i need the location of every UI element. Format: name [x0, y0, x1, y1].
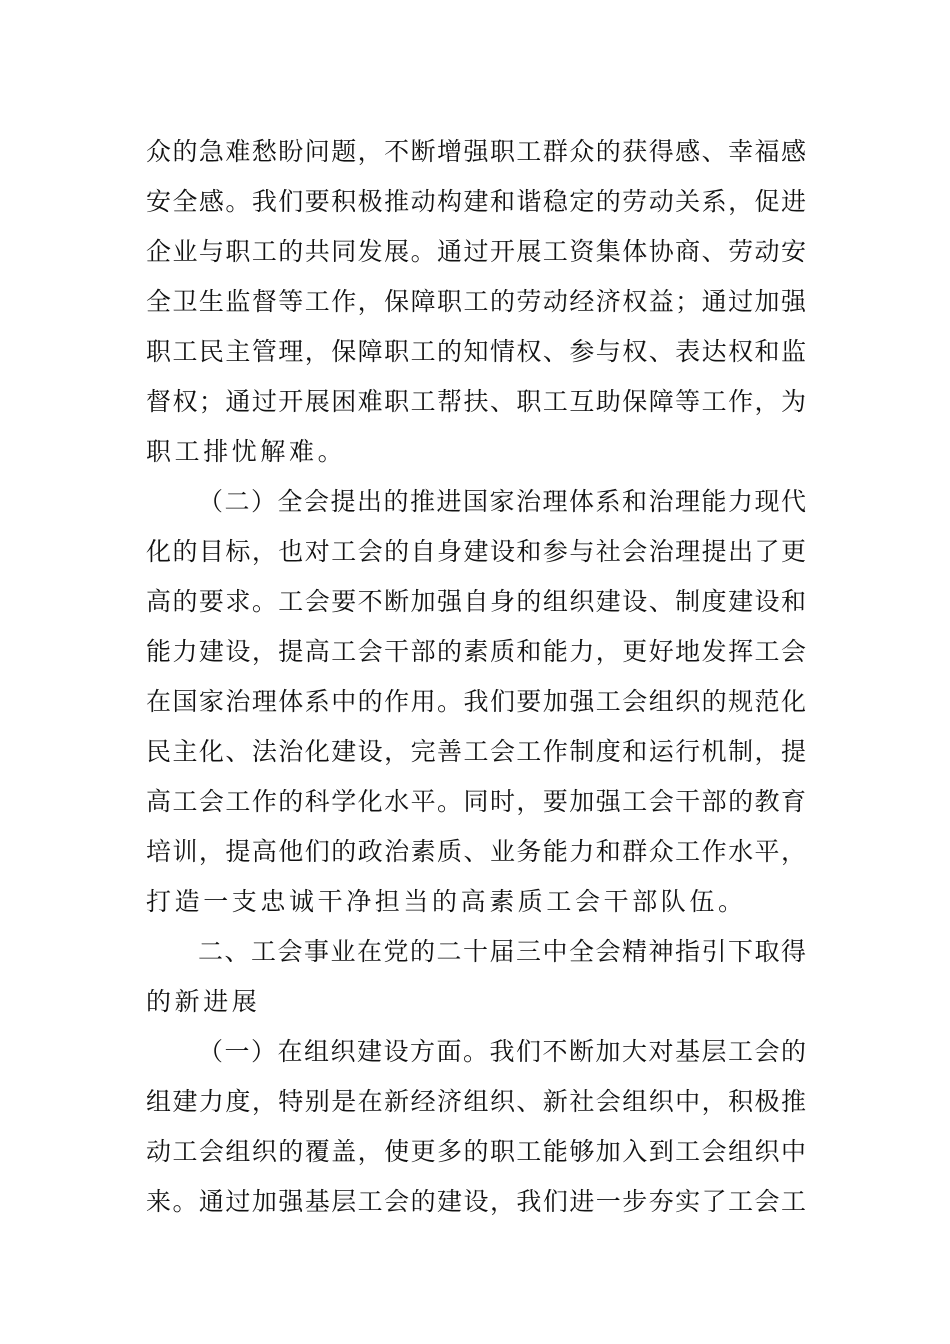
text-line-13: 民主化、法治化建设，完善工会工作制度和运行机制，提	[146, 737, 806, 766]
text-line-15: 培训，提高他们的政治素质、业务能力和群众工作水平，	[146, 837, 806, 866]
paragraph-heading-2: （二）全会提出的推进国家治理体系和治理能力现代	[198, 487, 806, 516]
text-line-9: 化的目标，也对工会的自身建设和参与社会治理提出了更	[146, 537, 806, 566]
text-line-20: 组建力度，特别是在新经济组织、新社会组织中，积极推	[146, 1087, 806, 1116]
text-line-7: 职工排忧解难。	[146, 437, 347, 466]
text-line-5: 职工民主管理，保障职工的知情权、参与权、表达权和监	[146, 337, 806, 366]
section-heading-cont: 的新进展	[146, 987, 261, 1016]
text-line-3: 企业与职工的共同发展。通过开展工资集体协商、劳动安	[146, 237, 806, 266]
paragraph-heading-1: （一）在组织建设方面。我们不断加大对基层工会的	[198, 1037, 806, 1066]
body-text	[146, 127, 806, 1227]
text-line-21: 动工会组织的覆盖，使更多的职工能够加入到工会组织中	[146, 1137, 806, 1166]
text-line-1: 众的急难愁盼问题，不断增强职工群众的获得感、幸福感	[146, 137, 806, 166]
text-line-22: 来。通过加强基层工会的建设，我们进一步夯实了工会工	[146, 1187, 806, 1216]
section-heading: 二、工会事业在党的二十届三中全会精神指引下取得	[198, 937, 806, 966]
text-line-10: 高的要求。工会要不断加强自身的组织建设、制度建设和	[146, 587, 806, 616]
text-line-6: 督权；通过开展困难职工帮扶、职工互助保障等工作，为	[146, 387, 806, 416]
text-line-4: 全卫生监督等工作，保障职工的劳动经济权益；通过加强	[146, 287, 806, 316]
text-line-16: 打造一支忠诚干净担当的高素质工会干部队伍。	[146, 887, 747, 916]
text-line-2: 安全感。我们要积极推动构建和谐稳定的劳动关系，促进	[146, 187, 806, 216]
text-line-14: 高工会工作的科学化水平。同时，要加强工会干部的教育	[146, 787, 806, 816]
text-line-11: 能力建设，提高工会干部的素质和能力，更好地发挥工会	[146, 637, 806, 666]
text-line-12: 在国家治理体系中的作用。我们要加强工会组织的规范化	[146, 687, 806, 716]
